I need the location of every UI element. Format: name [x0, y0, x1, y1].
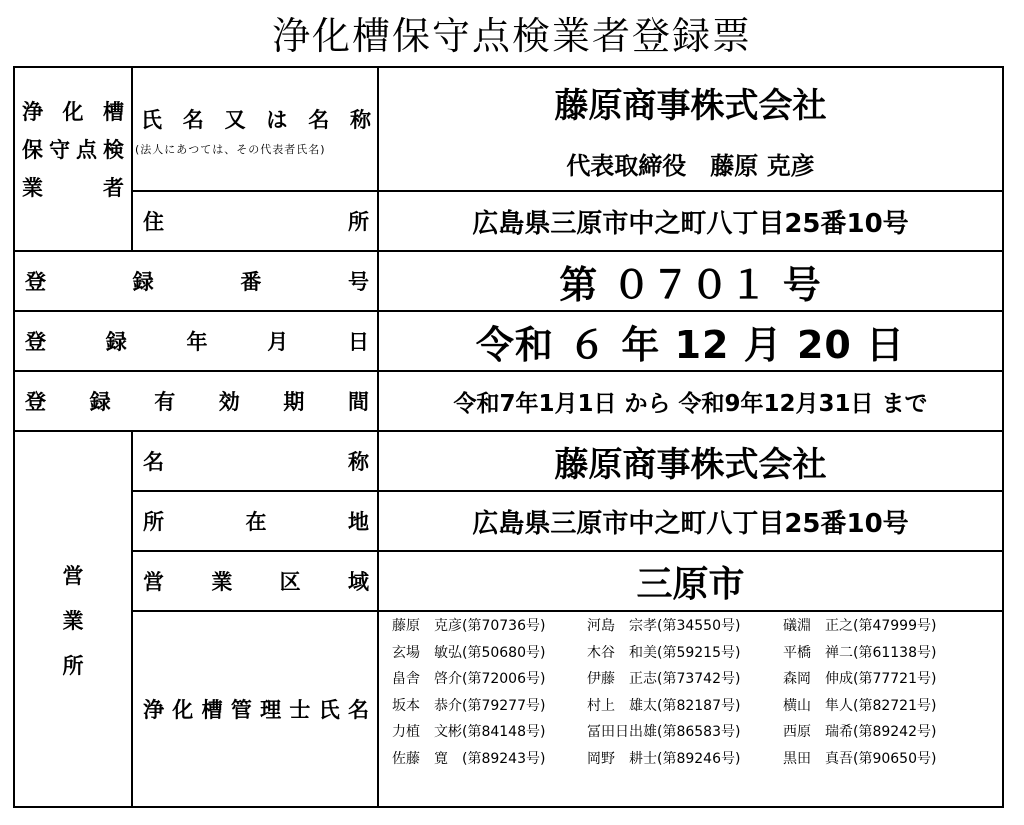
manager-row	[392, 745, 992, 772]
business-area: 三原市	[636, 563, 745, 605]
manager-row	[392, 639, 992, 666]
manager-entry: 平橋 禅二(第61138号)	[783, 644, 937, 661]
name-label: 氏 名 又 は 名 称	[141, 108, 371, 132]
manager-entry: 木谷 和美(第59215号)	[587, 644, 741, 661]
registration-number-label: 登 録 番 号	[25, 270, 369, 294]
name-label-note: (法人にあつては、その代表者氏名)	[135, 143, 326, 156]
operator-section-label	[16, 92, 130, 222]
registration-date-label: 登 録 年 月 日	[25, 330, 369, 354]
manager-entry: 畠舎 啓介(第72006号)	[392, 671, 546, 688]
manager-row	[392, 612, 992, 639]
registration-number: 第 ０７０１ 号	[559, 262, 822, 307]
manager-row	[392, 718, 992, 745]
manager-entry: 佐藤 寛 (第89243号)	[392, 750, 546, 767]
office-section-label: 営 業 所	[62, 564, 84, 678]
address-value: 広島県三原市中之町八丁目25番10号	[472, 208, 909, 239]
manager-label: 浄 化 槽 管 理 士 氏 名	[143, 698, 369, 722]
manager-row	[392, 692, 992, 719]
office-name: 藤原商事株式会社	[554, 444, 827, 485]
operator-label-line1: 浄 化 槽	[22, 100, 124, 124]
manager-entry: 坂本 恭介(第79277号)	[392, 697, 546, 714]
manager-entry: 森岡 伸成(第77721号)	[783, 671, 937, 688]
manager-entry: 村上 雄太(第82187号)	[587, 697, 741, 714]
validity-period: 令和7年1月1日 から 令和9年12月31日 まで	[453, 390, 928, 417]
manager-list	[392, 612, 992, 771]
manager-entry: 西原 瑞希(第89242号)	[783, 724, 937, 741]
manager-entry: 玄場 敏弘(第50680号)	[392, 644, 546, 661]
office-location: 広島県三原市中之町八丁目25番10号	[472, 508, 909, 539]
manager-entry: 藤原 克彦(第70736号)	[392, 618, 546, 635]
manager-entry: 岡野 耕士(第89246号)	[587, 750, 741, 767]
office-name-label: 名 称	[143, 450, 369, 474]
manager-entry: 冨田日出雄(第86583号)	[587, 724, 741, 741]
manager-entry: 礒淵 正之(第47999号)	[783, 618, 937, 635]
page-title: 浄化槽保守点検業者登録票	[271, 14, 752, 58]
registration-date: 令和 ６ 年 12 月 20 日	[475, 322, 906, 367]
manager-row	[392, 665, 992, 692]
manager-entry: 河島 宗孝(第34550号)	[587, 618, 741, 635]
manager-entry: 伊藤 正志(第73742号)	[587, 671, 741, 688]
company-name: 藤原商事株式会社	[554, 85, 827, 126]
manager-entry: 横山 隼人(第82721号)	[783, 697, 937, 714]
operator-label-line3: 業 者	[22, 176, 124, 200]
manager-entry: 黒田 真吾(第90650号)	[783, 750, 937, 767]
manager-entry: 力植 文彬(第84148号)	[392, 724, 546, 741]
validity-period-label: 登 録 有 効 期 間	[25, 390, 369, 414]
representative: 代表取締役 藤原 克彦	[566, 151, 815, 180]
address-label: 住 所	[143, 210, 369, 234]
office-location-label: 所 在 地	[143, 510, 369, 534]
business-area-label: 営 業 区 域	[143, 570, 369, 594]
operator-label-line2: 保 守 点 検	[22, 138, 124, 162]
